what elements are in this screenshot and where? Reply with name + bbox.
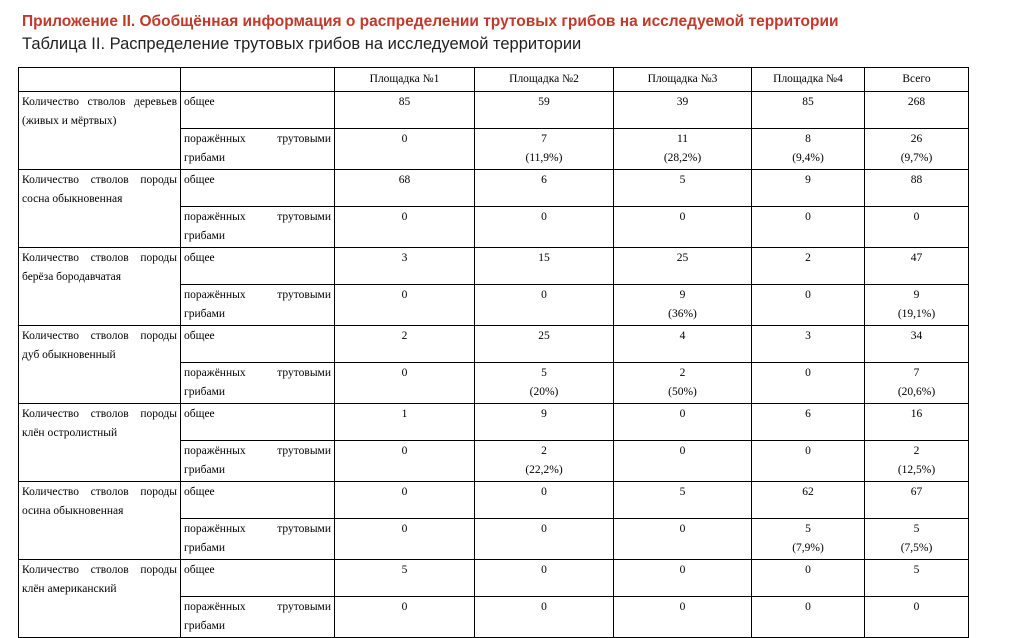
cell-affected xyxy=(614,285,752,326)
row-group-label: Количество стволов породы клён остролистный xyxy=(19,404,181,482)
cell-total: 39 xyxy=(614,92,752,129)
cell-affected xyxy=(865,207,969,248)
affected-count: 2 xyxy=(679,367,686,379)
row-group-label: Количество стволов деревьев (живых и мёртвых) xyxy=(19,92,181,170)
cell-affected xyxy=(475,597,614,638)
cell-total: 2 xyxy=(752,248,865,285)
affected-count: 9 xyxy=(913,289,920,301)
table-row xyxy=(19,170,969,207)
affected-count: 5 xyxy=(913,523,920,535)
row-group-label: Количество стволов породы берёза бородавчатая xyxy=(19,248,181,326)
affected-count: 8 xyxy=(805,133,811,145)
row-group-label: Количество стволов породы клён американский xyxy=(19,560,181,638)
cell-total: 0 xyxy=(475,560,614,597)
cell-total: 0 xyxy=(475,482,614,519)
fungi-distribution-table xyxy=(18,67,969,638)
cell-total: 0 xyxy=(614,560,752,597)
cell-total: 9 xyxy=(475,404,614,441)
affected-count: 0 xyxy=(541,211,547,223)
cell-total: 1 xyxy=(335,404,475,441)
affected-count: 5 xyxy=(541,367,547,379)
affected-count: 2 xyxy=(913,445,920,457)
cell-affected xyxy=(335,363,475,404)
cell-affected xyxy=(865,285,969,326)
cell-affected xyxy=(752,441,865,482)
affected-count: 0 xyxy=(401,211,408,223)
cell-total: 268 xyxy=(865,92,969,129)
cell-affected xyxy=(752,519,865,560)
cell-total: 25 xyxy=(475,326,614,363)
table-row xyxy=(19,560,969,597)
cell-affected xyxy=(752,597,865,638)
sub-label-total: общее xyxy=(181,248,335,285)
cell-affected xyxy=(865,363,969,404)
sub-label-total: общее xyxy=(181,170,335,207)
affected-count: 0 xyxy=(679,601,686,613)
sub-label-total: общее xyxy=(181,560,335,597)
cell-affected xyxy=(614,207,752,248)
affected-percent: (19,1%) xyxy=(897,308,936,320)
table-row xyxy=(19,92,969,129)
affected-count: 9 xyxy=(679,289,686,301)
cell-total: 2 xyxy=(335,326,475,363)
affected-count: 0 xyxy=(679,445,686,457)
cell-total: 6 xyxy=(475,170,614,207)
cell-total: 47 xyxy=(865,248,969,285)
sub-label-affected: поражённых трутовыми грибами xyxy=(181,441,335,482)
affected-count: 0 xyxy=(401,523,408,535)
column-header: Площадка №2 xyxy=(475,68,614,92)
table-row xyxy=(19,248,969,285)
cell-affected xyxy=(335,441,475,482)
affected-count: 7 xyxy=(913,367,920,379)
cell-total: 5 xyxy=(614,482,752,519)
affected-count: 26 xyxy=(910,133,923,145)
affected-count: 0 xyxy=(401,445,408,457)
cell-affected xyxy=(335,207,475,248)
cell-total: 4 xyxy=(614,326,752,363)
cell-total: 68 xyxy=(335,170,475,207)
affected-count: 0 xyxy=(805,367,811,379)
affected-percent: (20,6%) xyxy=(897,386,936,398)
table-row xyxy=(19,404,969,441)
cell-total: 6 xyxy=(752,404,865,441)
affected-percent: (9,4%) xyxy=(792,152,824,164)
cell-total: 59 xyxy=(475,92,614,129)
column-header: Площадка №4 xyxy=(752,68,865,92)
affected-count: 0 xyxy=(401,133,408,145)
cell-affected xyxy=(614,129,752,170)
cell-affected xyxy=(865,519,969,560)
affected-percent: (50%) xyxy=(668,386,697,398)
affected-count: 5 xyxy=(805,523,811,535)
cell-total: 3 xyxy=(752,326,865,363)
table-row xyxy=(19,482,969,519)
cell-affected xyxy=(475,441,614,482)
affected-count: 0 xyxy=(401,601,408,613)
sub-label-total: общее xyxy=(181,482,335,519)
cell-affected xyxy=(335,597,475,638)
cell-total: 5 xyxy=(614,170,752,207)
sub-label-total: общее xyxy=(181,404,335,441)
sub-label-total: общее xyxy=(181,326,335,363)
sub-label-affected: поражённых трутовыми грибами xyxy=(181,207,335,248)
column-header: Всего xyxy=(865,68,969,92)
cell-affected xyxy=(865,129,969,170)
affected-percent: (20%) xyxy=(529,386,559,398)
cell-affected xyxy=(865,597,969,638)
affected-count: 0 xyxy=(805,445,811,457)
affected-percent: (9,7%) xyxy=(900,152,933,164)
cell-total: 0 xyxy=(335,482,475,519)
cell-total: 67 xyxy=(865,482,969,519)
affected-count: 11 xyxy=(676,133,689,145)
sub-label-affected: поражённых трутовыми грибами xyxy=(181,519,335,560)
cell-total: 25 xyxy=(614,248,752,285)
cell-affected xyxy=(335,519,475,560)
affected-count: 7 xyxy=(541,133,547,145)
cell-total: 15 xyxy=(475,248,614,285)
affected-count: 0 xyxy=(913,601,920,613)
cell-affected xyxy=(865,441,969,482)
header-empty-cell xyxy=(181,68,335,92)
affected-percent: (12,5%) xyxy=(897,464,936,476)
sub-label-total: общее xyxy=(181,92,335,129)
affected-count: 0 xyxy=(913,211,920,223)
cell-affected xyxy=(335,285,475,326)
cell-affected xyxy=(475,363,614,404)
table-caption: Таблица II. Распределение трутовых грибов на исследуемой территории xyxy=(22,35,582,53)
affected-percent: (22,2%) xyxy=(525,464,563,476)
table-row xyxy=(19,326,969,363)
cell-affected xyxy=(752,207,865,248)
cell-affected xyxy=(335,129,475,170)
affected-count: 0 xyxy=(541,601,547,613)
cell-total: 0 xyxy=(752,560,865,597)
sub-label-affected: поражённых трутовыми грибами xyxy=(181,129,335,170)
cell-total: 5 xyxy=(335,560,475,597)
cell-total: 85 xyxy=(335,92,475,129)
affected-percent: (11,9%) xyxy=(525,152,563,164)
affected-percent: (36%) xyxy=(668,308,697,320)
header-empty-cell xyxy=(19,68,181,92)
slide-heading xyxy=(22,12,1012,55)
cell-total: 85 xyxy=(752,92,865,129)
cell-affected xyxy=(752,129,865,170)
affected-count: 0 xyxy=(401,367,408,379)
table-header-row xyxy=(19,68,969,92)
affected-percent: (28,2%) xyxy=(663,152,702,164)
cell-total: 34 xyxy=(865,326,969,363)
cell-affected xyxy=(475,285,614,326)
cell-affected xyxy=(614,519,752,560)
cell-affected xyxy=(475,207,614,248)
row-group-label: Количество стволов породы осина обыкновенная xyxy=(19,482,181,560)
cell-affected xyxy=(752,363,865,404)
sub-label-affected: поражённых трутовыми грибами xyxy=(181,597,335,638)
affected-percent: (7,9%) xyxy=(792,542,824,554)
cell-total: 62 xyxy=(752,482,865,519)
cell-affected xyxy=(475,519,614,560)
affected-count: 0 xyxy=(541,289,547,301)
cell-affected xyxy=(614,597,752,638)
column-header: Площадка №1 xyxy=(335,68,475,92)
cell-affected xyxy=(614,441,752,482)
cell-total: 5 xyxy=(865,560,969,597)
column-header: Площадка №3 xyxy=(614,68,752,92)
row-group-label: Количество стволов породы дуб обыкновенный xyxy=(19,326,181,404)
affected-count: 0 xyxy=(805,211,811,223)
cell-total: 88 xyxy=(865,170,969,207)
cell-affected xyxy=(614,363,752,404)
cell-total: 16 xyxy=(865,404,969,441)
affected-count: 0 xyxy=(805,601,811,613)
affected-count: 0 xyxy=(679,211,686,223)
affected-percent: (7,5%) xyxy=(900,542,933,554)
affected-count: 0 xyxy=(805,289,811,301)
affected-count: 0 xyxy=(401,289,408,301)
cell-total: 9 xyxy=(752,170,865,207)
sub-label-affected: поражённых трутовыми грибами xyxy=(181,363,335,404)
table-body xyxy=(19,92,969,638)
cell-total: 3 xyxy=(335,248,475,285)
cell-affected xyxy=(475,129,614,170)
affected-count: 0 xyxy=(541,523,547,535)
cell-affected xyxy=(752,285,865,326)
affected-count: 0 xyxy=(679,523,686,535)
sub-label-affected: поражённых трутовыми грибами xyxy=(181,285,335,326)
cell-total: 0 xyxy=(614,404,752,441)
affected-count: 2 xyxy=(541,445,547,457)
row-group-label: Количество стволов породы сосна обыкновенная xyxy=(19,170,181,248)
slide-title: Приложение II. Обобщённая информация о распределении трутовых грибов на исследуемой территории xyxy=(22,13,839,30)
